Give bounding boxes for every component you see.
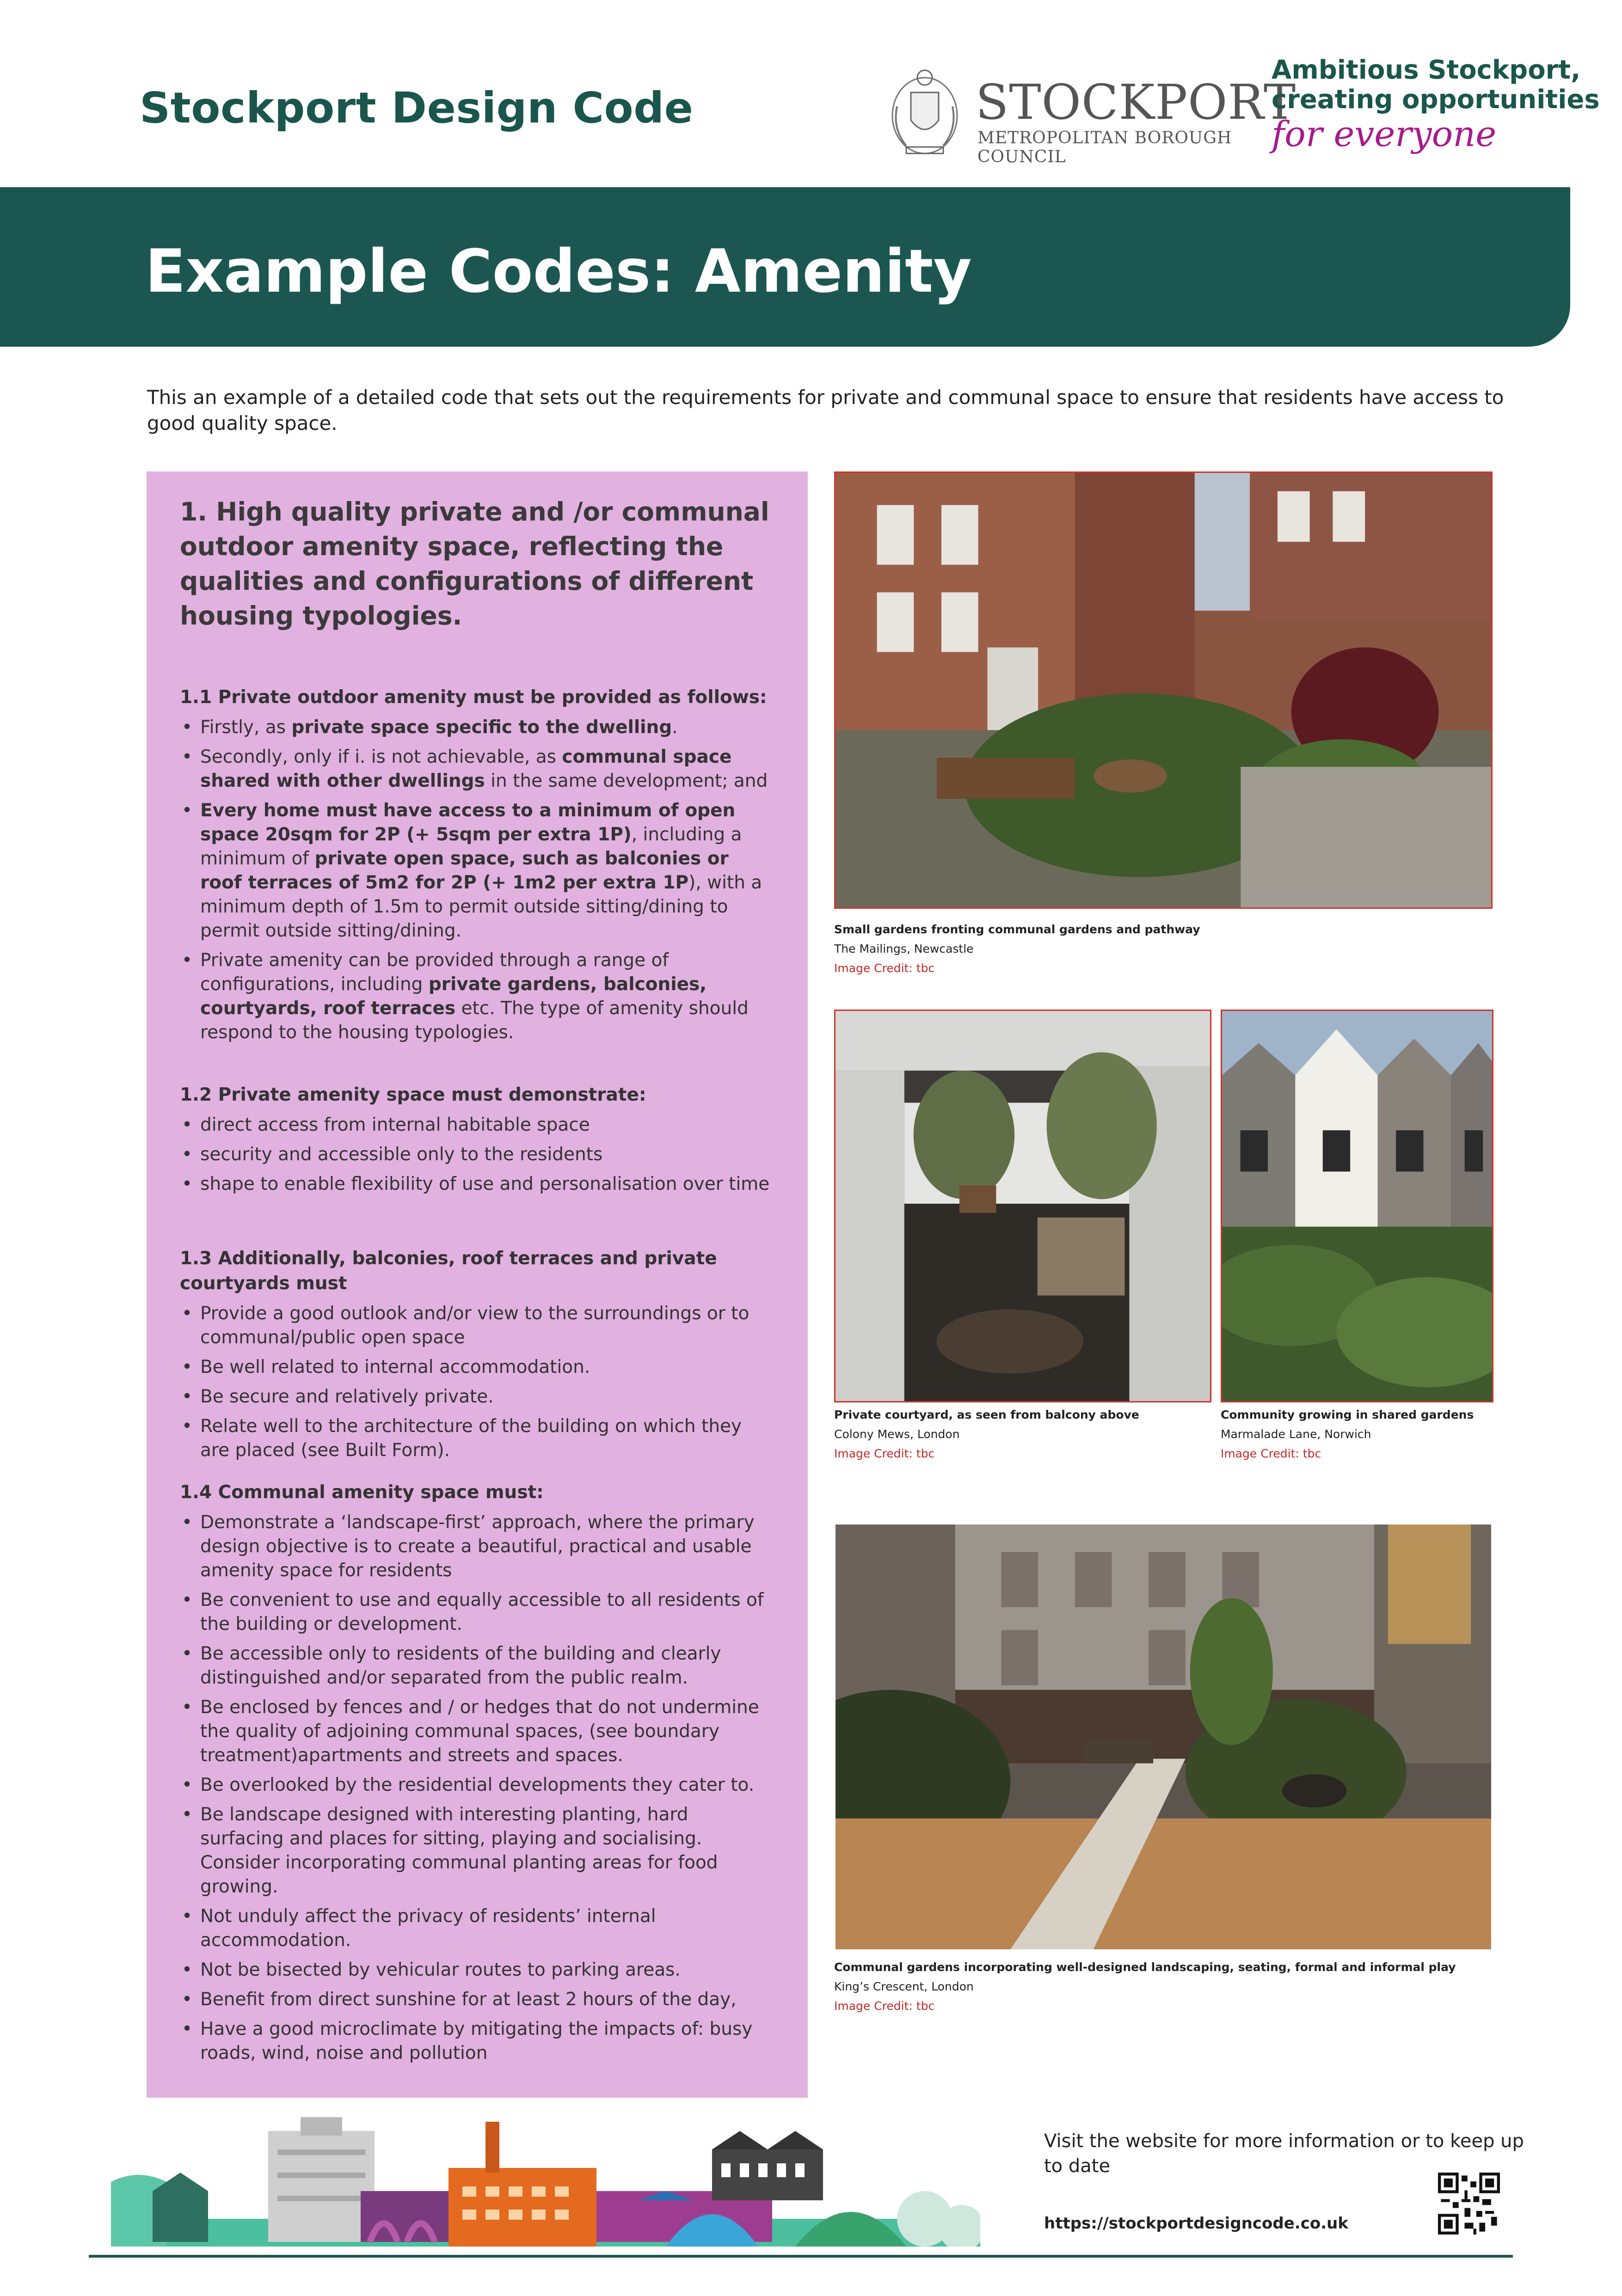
bullet-list	[180, 1302, 776, 1463]
qr-code-icon[interactable]	[1438, 2173, 1500, 2235]
list-item: • Have a good microclimate by mitigating the impacts of: busy roads, wind, noise and pollution	[180, 2017, 776, 2065]
list-item: • shape to enable flexibility of use and personalisation over time	[180, 1172, 776, 1196]
list-item: • Not be bisected by vehicular routes to parking areas.	[180, 1958, 776, 1982]
council-subtitle: METROPOLITAN BOROUGH COUNCIL	[977, 129, 1232, 166]
council-crest-icon	[879, 65, 971, 157]
list-item: • Be overlooked by the residential developments they cater to.	[180, 1773, 776, 1797]
bullet-list	[180, 1511, 776, 2065]
list-item: • Relate well to the architecture of the building on which they are placed (see Built Form).	[180, 1414, 776, 1463]
panel-heading: 1. High quality private and /or communal outdoor amenity space, reflecting the qualities and configurations of different housing typologies.	[180, 497, 769, 631]
footer-divider	[89, 2255, 1513, 2258]
section-title: 1.2 Private amenity space must demonstrate:	[180, 1084, 646, 1105]
slogan-script: for everyone	[1272, 113, 1497, 154]
website-link[interactable]: https://stockportdesigncode.co.uk	[1044, 2214, 1348, 2233]
list-item: • Be convenient to use and equally accessible to all residents of the building or development.	[180, 1588, 776, 1636]
list-item: • Be enclosed by fences and / or hedges that do not undermine the quality of adjoining communal spaces, (see boundary treatment)apartments and streets and spaces.	[180, 1696, 776, 1768]
section-title: 1.1 Private outdoor amenity must be provided as follows:	[180, 687, 767, 708]
list-item: • Demonstrate a ‘landscape-first’ approach, where the primary design objective is to create a beautiful, practical and usable amenity space for residents	[180, 1511, 776, 1583]
bullet-list	[180, 1113, 776, 1196]
slogan	[1272, 55, 1604, 153]
skyline-illustration	[111, 2112, 980, 2247]
photo-private-courtyard	[834, 1010, 1211, 1402]
list-item: • Provide a good outlook and/or view to the surroundings or to communal/public open space	[180, 1302, 776, 1350]
photo-caption: Small gardens fronting communal gardens and pathway The Mailings, Newcastle Image Credit: tbc	[834, 923, 1200, 975]
slogan-line: creating opportunities	[1272, 85, 1600, 115]
document-title: Stockport Design Code	[140, 83, 694, 133]
photo-caption: Private courtyard, as seen from balcony above Colony Mews, London Image Credit: tbc	[834, 1408, 1139, 1460]
council-logo	[879, 65, 1296, 166]
title-banner	[0, 187, 1570, 347]
list-item: • security and accessible only to the residents	[180, 1143, 776, 1167]
list-item: • Private amenity can be provided through a range of configurations, including private gardens, balconies, courtyards, roof terraces etc. The type of amenity should respond to the housing typologies.	[180, 949, 776, 1045]
slogan-line: Ambitious Stockport,	[1272, 55, 1581, 85]
bullet-list	[180, 716, 776, 1045]
photo-caption: Community growing in shared gardens Marmalade Lane, Norwich Image Credit: tbc	[1221, 1408, 1474, 1460]
photo-small-gardens	[834, 471, 1493, 909]
list-item: • Be accessible only to residents of the building and clearly distinguished and/or separated from the public realm.	[180, 1642, 776, 1690]
list-item: • direct access from internal habitable space	[180, 1113, 776, 1137]
council-name: STOCKPORT	[976, 74, 1296, 130]
photo-community-growing	[1221, 1010, 1493, 1402]
list-item: • Secondly, only if i. is not achievable, as communal space shared with other dwellings in the same development; and	[180, 745, 776, 793]
section-title: 1.3 Additionally, balconies, roof terraces and private courtyards must	[180, 1248, 717, 1294]
list-item: • Firstly, as private space specific to the dwelling.	[180, 716, 776, 740]
intro-text: This an example of a detailed code that sets out the requirements for private and communal space to ensure that residents have access to good quality space.	[147, 386, 1504, 435]
page-title: Example Codes: Amenity	[145, 237, 972, 306]
list-item: • Not unduly affect the privacy of residents’ internal accommodation.	[180, 1904, 776, 1953]
list-item: • Be landscape designed with interesting planting, hard surfacing and places for sitting, playing and socialising. Consider incorporating communal planting areas for food growing.	[180, 1803, 776, 1899]
section-title: 1.4 Communal amenity space must:	[180, 1482, 544, 1503]
list-item: • Every home must have access to a minimum of open space 20sqm for 2P (+ 5sqm per extra 1P), including a minimum of private open space, such as balconies or roof terraces of 5m2 for 2P (+ 1m2 per extra 1P), with a minimum depth of 1.5m to permit outside sitting/dining to permit outside sitting/dining.	[180, 799, 776, 943]
list-item: • Benefit from direct sunshine for at least 2 hours of the day,	[180, 1988, 776, 2012]
list-item: • Be secure and relatively private.	[180, 1385, 776, 1409]
photo-caption: Communal gardens incorporating well-designed landscaping, seating, formal and informal play King’s Crescent, London Image Credit: tbc	[834, 1960, 1456, 2013]
code-panel	[147, 471, 808, 2098]
list-item: • Be well related to internal accommodation.	[180, 1355, 776, 1379]
footer-visit-text: Visit the website for more information or to keep up to date	[1044, 2131, 1524, 2177]
photo-communal-gardens	[834, 1523, 1493, 1951]
